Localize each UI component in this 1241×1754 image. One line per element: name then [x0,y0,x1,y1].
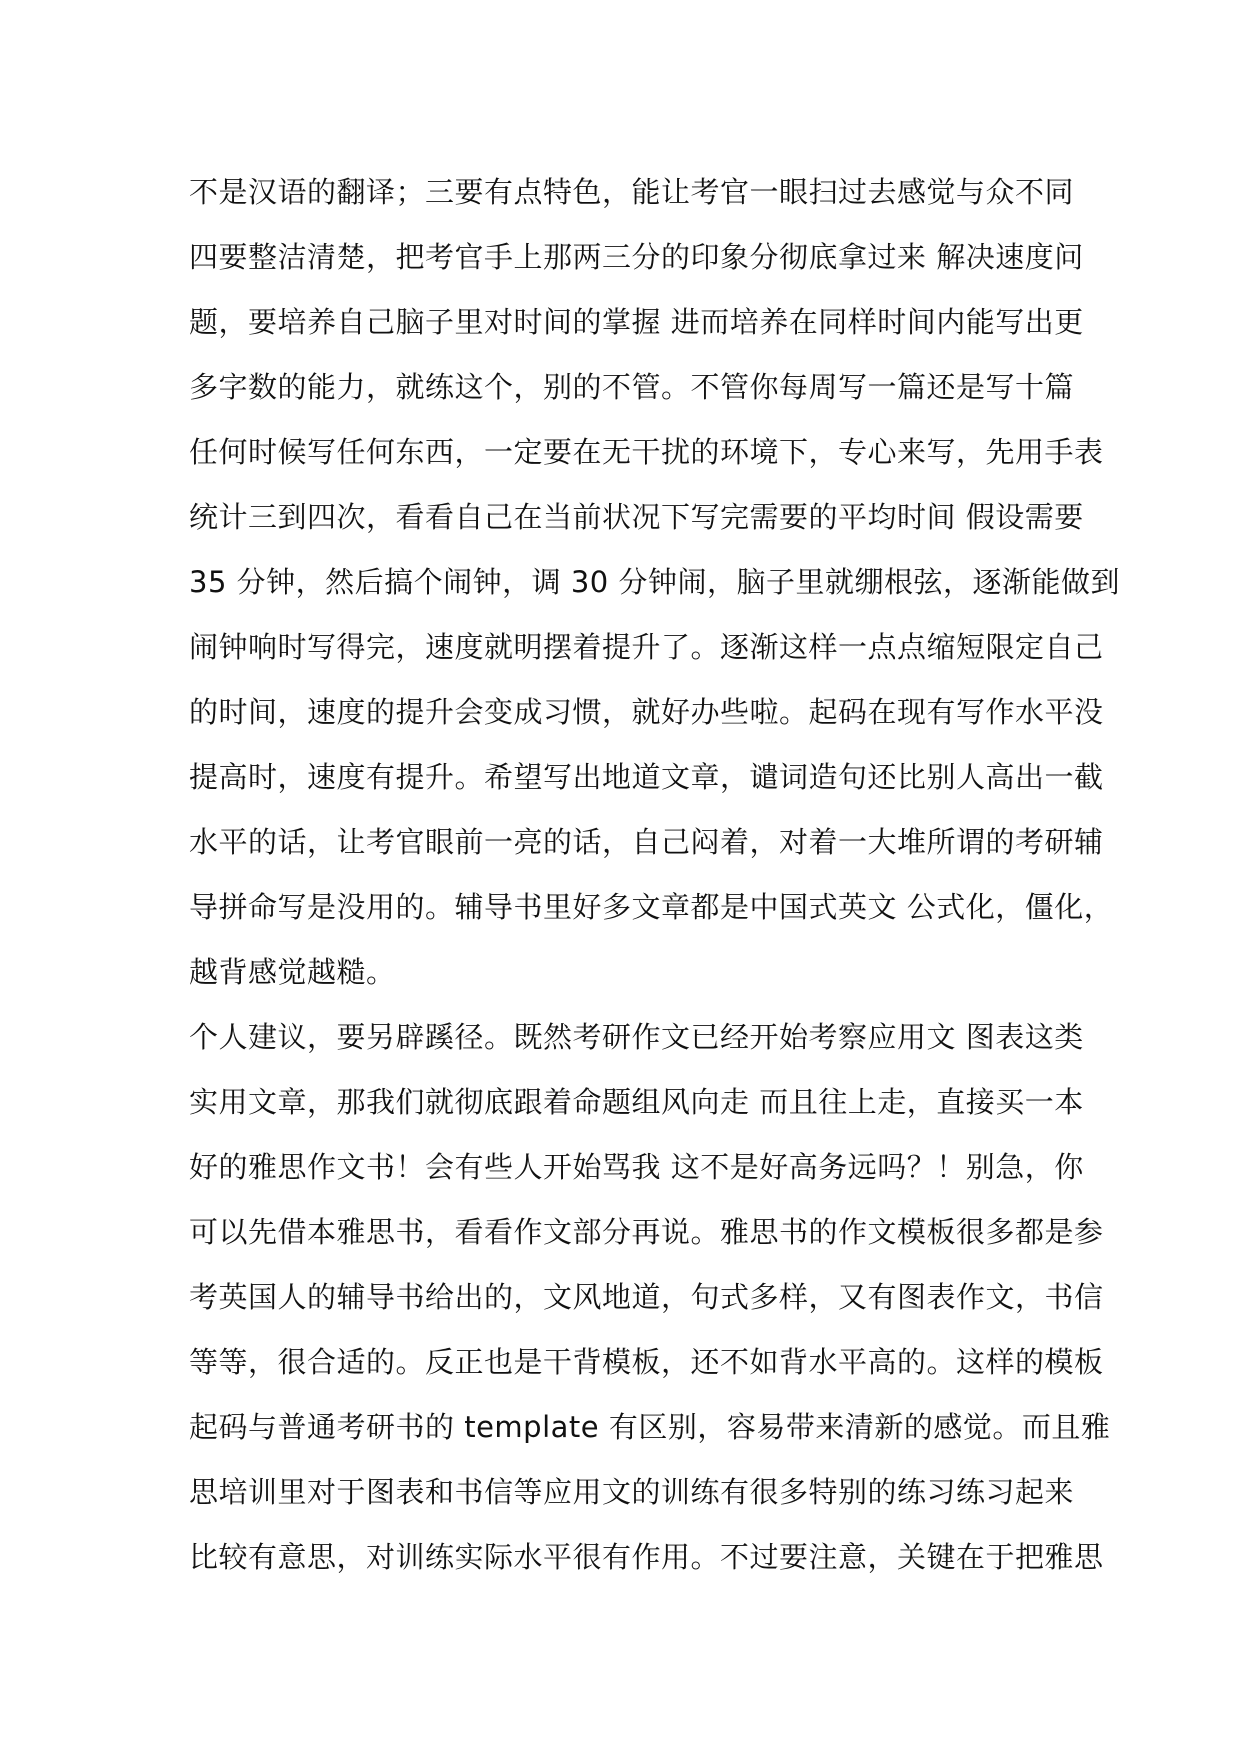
text-line: 可以先借本雅思书，看看作文部分再说。雅思书的作文模板很多都是参 [189,1215,1104,1249]
text-line: 个人建议，要另辟蹊径。既然考研作文已经开始考察应用文 图表这类 [189,1020,1084,1054]
text-line: 题，要培养自己脑子里对时间的掌握 进而培养在同样时间内能写出更 [189,305,1084,339]
text-line: 的时间，速度的提升会变成习惯，就好办些啦。起码在现有写作水平没 [189,695,1104,729]
text-line: 四要整洁清楚，把考官手上那两三分的印象分彻底拿过来 解决速度问 [189,240,1084,274]
text-line: 任何时候写任何东西，一定要在无干扰的环境下，专心来写，先用手表 [189,435,1104,469]
body-text [189,160,1120,1590]
text-line: 思培训里对于图表和书信等应用文的训练有很多特别的练习练习起来 [189,1475,1075,1509]
text-line: 等等，很合适的。反正也是干背模板，还不如背水平高的。这样的模板 [189,1345,1104,1379]
text-line: 起码与普通考研书的 template 有区别，容易带来清新的感觉。而且雅 [189,1410,1111,1444]
text-line: 比较有意思，对训练实际水平很有作用。不过要注意，关键在于把雅思 [189,1540,1104,1574]
text-line: 统计三到四次，看看自己在当前状况下写完需要的平均时间 假设需要 [189,500,1084,534]
text-line: 好的雅思作文书！会有些人开始骂我 这不是好高务远吗？！别急，你 [189,1150,1084,1184]
text-line: 多字数的能力，就练这个，别的不管。不管你每周写一篇还是写十篇 [189,370,1075,404]
text-line: 导拼命写是没用的。辅导书里好多文章都是中国式英文 公式化，僵化， [189,890,1114,924]
text-line: 实用文章，那我们就彻底跟着命题组风向走 而且往上走，直接买一本 [189,1085,1084,1119]
text-line: 不是汉语的翻译；三要有点特色，能让考官一眼扫过去感觉与众不同 [189,175,1075,209]
text-line: 水平的话，让考官眼前一亮的话，自己闷着，对着一大堆所谓的考研辅 [189,825,1104,859]
text-line: 考英国人的辅导书给出的，文风地道，句式多样，又有图表作文，书信 [189,1280,1104,1314]
text-line: 越背感觉越糙。 [189,955,396,989]
text-line: 提高时，速度有提升。希望写出地道文章，谴词造句还比别人高出一截 [189,760,1104,794]
text-line: 闹钟响时写得完，速度就明摆着提升了。逐渐这样一点点缩短限定自己 [189,630,1104,664]
text-line: 35 分钟，然后搞个闹钟，调 30 分钟闹，脑子里就绷根弦，逐渐能做到 [189,565,1120,599]
